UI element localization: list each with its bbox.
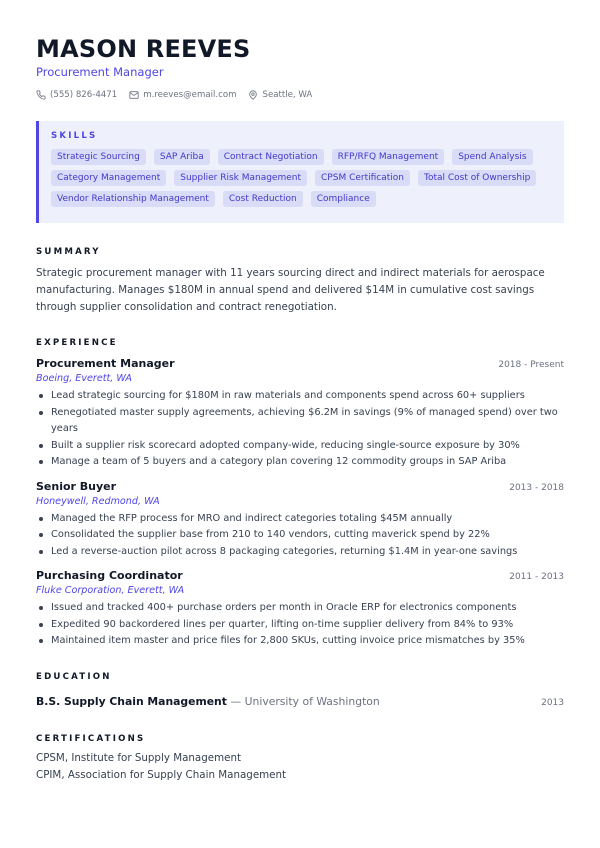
phone-text: (555) 826-4471 [50, 90, 118, 100]
job-dates: 2018 - Present [498, 360, 564, 370]
bullet-item: Manage a team of 5 buyers and a category plan covering 12 commodity groups in SAP Ariba [36, 454, 564, 471]
school: University of Washington [244, 694, 380, 708]
bullet-item: Led a reverse-auction pilot across 8 packaging categories, returning $1.4M in year-one savings [36, 544, 564, 561]
experience-section [36, 338, 564, 650]
skill-chip: Cost Reduction [223, 191, 303, 207]
summary-section [36, 247, 564, 316]
education-section [36, 672, 564, 709]
skill-chip: Spend Analysis [452, 149, 532, 165]
skill-chip: Vendor Relationship Management [51, 191, 215, 207]
skills-list [51, 149, 552, 212]
skill-chip: Supplier Risk Management [174, 170, 307, 186]
resume [36, 34, 564, 784]
job-role: Purchasing Coordinator [36, 569, 183, 582]
contact-phone [36, 90, 117, 100]
bullet-item: Lead strategic sourcing for $180M in raw materials and components spend across 60+ suppliers [36, 388, 564, 405]
job-title: Procurement Manager [36, 65, 164, 79]
contact-location [248, 90, 312, 100]
skill-chip: Total Cost of Ownership [418, 170, 536, 186]
experience-heading: EXPERIENCE [36, 338, 118, 348]
summary-heading: SUMMARY [36, 247, 101, 257]
certification-item: CPIM, Association for Supply Chain Management [36, 768, 287, 781]
job-role: Procurement Manager [36, 357, 175, 370]
job-company: Boeing, Everett, WA [36, 373, 132, 384]
education-heading: EDUCATION [36, 671, 112, 682]
skill-chip: CPSM Certification [315, 170, 410, 186]
bullet-item: Consolidated the supplier base from 210 to 140 vendors, cutting maverick spend by 22% [36, 527, 564, 544]
job-entry [36, 357, 564, 471]
summary-text: Strategic procurement manager with 11 years sourcing direct and indirect materials for aerospace manufacturing. Manages $180M in annual spend and delivered $14M in cumulative cost savings through supplier consolidation and contract renegotiation. [36, 267, 545, 313]
certifications-section [36, 734, 564, 784]
contact-row [36, 89, 564, 101]
bullet-item: Renegotiated master supply agreements, achieving $6.2M in savings (9% of managed spend) over two years [36, 405, 564, 438]
mail-icon [129, 90, 139, 100]
contact-email [129, 90, 236, 100]
bullet-item: Built a supplier risk scorecard adopted company-wide, reducing single-source exposure by 30% [36, 438, 564, 455]
job-bullets [36, 600, 564, 650]
skills-heading: SKILLS [51, 131, 98, 141]
job-entry [36, 569, 564, 650]
job-dates: 2011 - 2013 [509, 572, 564, 582]
bullet-item: Issued and tracked 400+ purchase orders per month in Oracle ERP for electronics components [36, 600, 564, 617]
degree-separator: — [226, 694, 245, 708]
bullet-item: Maintained item master and price files for 2,800 SKUs, cutting invoice price mismatches by 35% [36, 633, 564, 650]
phone-icon [36, 90, 46, 100]
email-text: m.reeves@email.com [143, 90, 237, 100]
bullet-item: Managed the RFP process for MRO and indirect categories totaling $45M annually [36, 511, 564, 528]
job-company: Fluke Corporation, Everett, WA [36, 585, 185, 596]
skill-chip: SAP Ariba [154, 149, 210, 165]
skills-panel [36, 121, 564, 223]
name: MASON REEVES [36, 35, 251, 63]
skill-chip: Strategic Sourcing [51, 149, 146, 165]
certifications-heading: CERTIFICATIONS [36, 733, 146, 744]
job-company: Honeywell, Redmond, WA [36, 495, 160, 507]
job-entry [36, 480, 564, 561]
skill-chip: Category Management [51, 170, 166, 186]
job-bullets [36, 388, 564, 471]
job-dates: 2013 - 2018 [509, 482, 564, 493]
education-entry [36, 690, 564, 709]
certification-item: CPSM, Institute for Supply Management [36, 751, 242, 764]
job-bullets [36, 511, 564, 561]
location-text: Seattle, WA [262, 90, 313, 100]
bullet-item: Expedited 90 backordered lines per quarter, lifting on-time supplier delivery from 84% to 93% [36, 617, 564, 634]
education-year: 2013 [541, 697, 564, 708]
job-role: Senior Buyer [36, 479, 117, 493]
skill-chip: RFP/RFQ Management [332, 149, 445, 165]
map-pin-icon [248, 90, 258, 100]
skill-chip: Contract Negotiation [218, 149, 324, 165]
degree: B.S. Supply Chain Management [36, 694, 227, 708]
skill-chip: Compliance [311, 191, 376, 207]
